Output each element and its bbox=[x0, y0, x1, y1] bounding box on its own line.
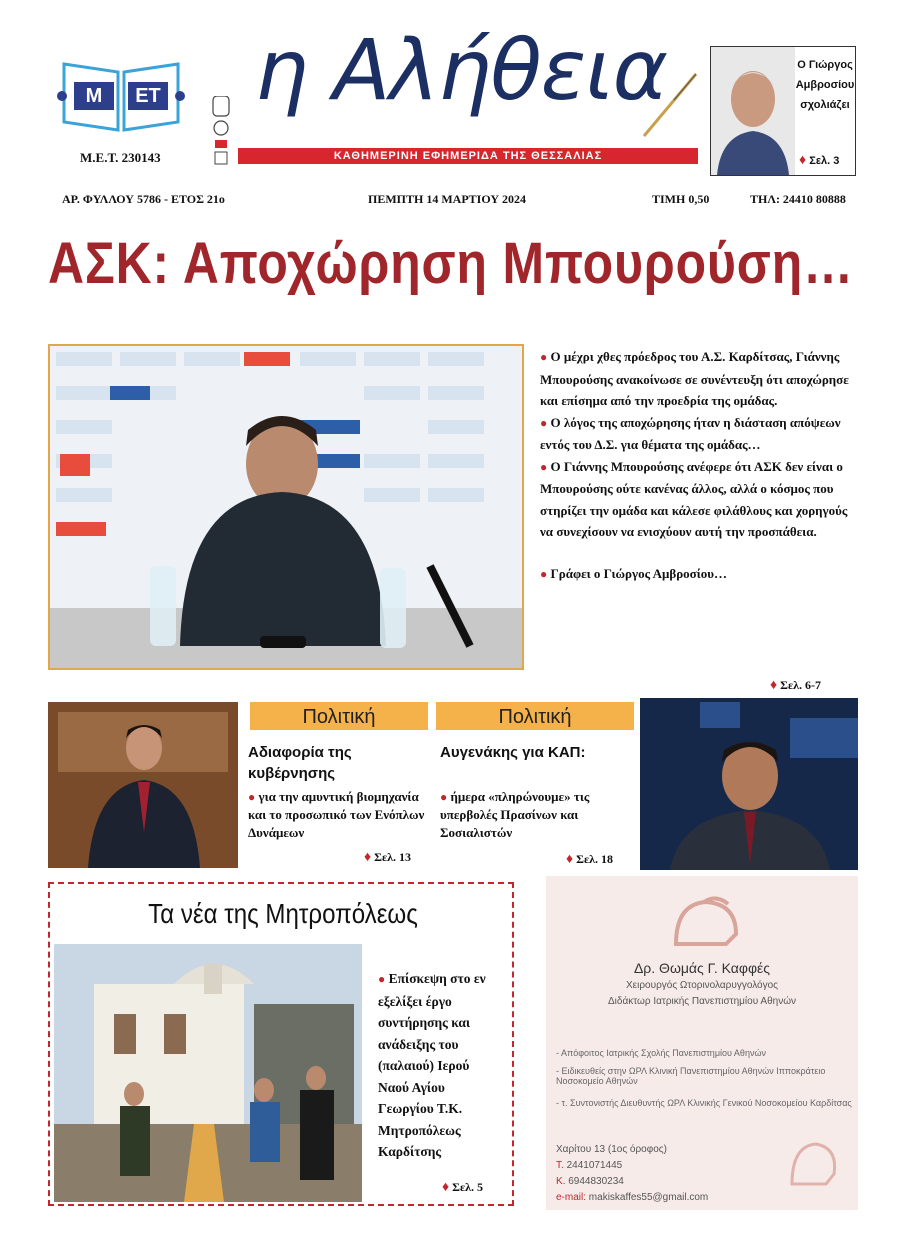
politics-page-ref-2[interactable] bbox=[566, 852, 613, 868]
bullet-icon: ● bbox=[540, 459, 548, 474]
story-bullet bbox=[540, 563, 852, 586]
met-logo-right: ET bbox=[135, 85, 161, 107]
politics-tab-1[interactable]: Πολιτική bbox=[250, 702, 428, 730]
bullet-icon: ● bbox=[248, 790, 256, 804]
ad-mobile bbox=[556, 1176, 624, 1187]
main-story-photo bbox=[48, 344, 524, 670]
metropolis-page-ref[interactable] bbox=[442, 1180, 483, 1196]
ad-specialty: Χειρουργός Ωτορινολαρυγγολόγος bbox=[626, 980, 778, 991]
diamond-icon: ♦ bbox=[442, 1180, 450, 1195]
columnist-box[interactable] bbox=[710, 46, 856, 176]
metropolis-title[interactable]: Τα νέα της Μητροπόλεως bbox=[148, 898, 418, 929]
issue-price: ΤΙΜΗ 0,50 bbox=[652, 192, 710, 206]
story-bullet-text: Ο μέχρι χθες πρόεδρος του Α.Σ. Καρδίτσας, Γιάννης Μπουρούσης ανακοίνωσε σε συνέντευξη ότι αποχώρησε και επίσημα από την προεδρία της ομάδας. bbox=[540, 349, 849, 408]
politics-page-ref-1[interactable] bbox=[364, 850, 411, 866]
main-story-page-ref[interactable] bbox=[770, 678, 821, 694]
bullet-icon: ● bbox=[540, 566, 548, 581]
newspaper-title: η Αλήθεια bbox=[255, 21, 667, 119]
met-logo-left: M bbox=[85, 85, 103, 107]
story-bullet bbox=[540, 456, 852, 543]
columnist-line: σχολιάζει bbox=[800, 99, 850, 111]
ad-tel-value: 2441071445 bbox=[566, 1160, 623, 1171]
issue-date: ΠΕΜΠΤΗ 14 ΜΑΡΤΙΟΥ 2024 bbox=[368, 192, 527, 206]
story-bullet bbox=[540, 412, 852, 456]
bullet-icon: ● bbox=[440, 790, 448, 804]
columnist-line: Ο Γιώργος bbox=[797, 59, 853, 71]
issue-number: ΑΡ. ΦΥΛΛΟΥ 5786 - ΕΤΟΣ 21ο bbox=[62, 192, 225, 206]
metropolis-text-body: Επίσκεψη στο εν εξελίξει έργο συντήρησης και ανάδειξης του (παλαιού) Ιερού Ναού Αγίου Γεωργίου Τ.Κ. Μητροπόλεως Καρδίτσης bbox=[378, 971, 486, 1159]
ad-tel-label: Τ. bbox=[556, 1160, 564, 1171]
story-bullet-text: Ο λόγος της αποχώρησης ήταν η διάσταση απόψεων εντός του Δ.Σ. για θέματα της ομάδας… bbox=[540, 414, 841, 452]
politics-title-1[interactable]: Αδιαφορία της κυβέρνησης bbox=[248, 744, 352, 782]
ad-tel bbox=[556, 1160, 622, 1171]
ad-email-value: makiskaffes55@gmail.com bbox=[588, 1192, 709, 1203]
doctor-advertisement[interactable] bbox=[546, 876, 858, 1210]
politician-photo-left bbox=[48, 702, 238, 868]
ad-credential: - Ειδικευθείς στην ΩΡΛ Κλινική Πανεπιστημίου Αθηνών Ιπποκράτειο Νοσοκομείο Αθηνών bbox=[556, 1066, 826, 1086]
recycle-badge bbox=[212, 96, 230, 166]
ad-doctor-name: Δρ. Θωμάς Γ. Καφφές bbox=[633, 960, 771, 976]
bullet-icon: ● bbox=[540, 415, 548, 430]
politics-text-2 bbox=[440, 788, 626, 842]
ad-degree: Διδάκτωρ Ιατρικής Πανεπιστημίου Αθηνών bbox=[607, 996, 797, 1007]
met-code: Μ.Ε.Τ. 230143 bbox=[80, 150, 161, 165]
columnist-page: Σελ. 3 bbox=[809, 155, 840, 167]
diamond-icon: ♦ bbox=[364, 850, 372, 865]
story-bullet-text: Ο Γιάννης Μπουρούσης ανέφερε ότι ΑΣΚ δεν είναι ο Μπουρούσης ούτε κανένας άλλος, αλλά ο κόσμος που στηρίζει την ομάδα και κάλεσε φιλάθλους και χορηγούς να συνεχίσουν να ενισχύουν αυτή την προσπάθεια. bbox=[540, 458, 848, 539]
columnist-page-ref bbox=[799, 151, 839, 167]
met-logo bbox=[56, 58, 186, 136]
bullet-icon: ● bbox=[540, 350, 548, 364]
diamond-icon: ♦ bbox=[799, 151, 807, 167]
bullet-icon: ● bbox=[378, 972, 386, 986]
politics-page-1: Σελ. 13 bbox=[374, 850, 412, 864]
politics-title-2[interactable]: Αυγενάκης για ΚΑΠ: bbox=[440, 744, 586, 761]
diamond-icon: ♦ bbox=[770, 678, 778, 693]
helmet-logo-icon bbox=[646, 894, 756, 959]
politics-text-2-body: ήμερα «πληρώνουμε» τις υπερβολές Πρασίνων και Σοσιαλιστών bbox=[440, 789, 590, 840]
diamond-icon: ♦ bbox=[566, 852, 574, 867]
ad-mob-label: Κ. bbox=[556, 1176, 566, 1187]
ad-email[interactable] bbox=[556, 1192, 708, 1203]
ad-credential: - τ. Συντονιστής Διευθυντής ΩΡΛ Κλινικής Γενικού Νοσοκομείου Καρδίτσας bbox=[556, 1098, 852, 1108]
ad-email-label: e-mail: bbox=[556, 1192, 587, 1203]
ad-address: Χαρίτου 13 (1ος όροφος) bbox=[556, 1144, 667, 1155]
newspaper-subtitle: ΚΑΘΗΜΕΡΙΝΗ ΕΦΗΜΕΡΙΔΑ ΤΗΣ ΘΕΣΣΑΛΙΑΣ bbox=[238, 148, 698, 164]
ad-credential: - Απόφοιτος Ιατρικής Σχολής Πανεπιστημίου Αθηνών bbox=[556, 1048, 766, 1058]
metropolis-page: Σελ. 5 bbox=[452, 1180, 484, 1194]
main-story-bullets bbox=[540, 346, 852, 585]
columnist-line: Αμβροσίου bbox=[795, 79, 855, 91]
politics-tab-2[interactable]: Πολιτική bbox=[436, 702, 634, 730]
politician-photo-right bbox=[640, 698, 858, 870]
columnist-label bbox=[795, 55, 855, 115]
story-byline: Γράφει ο Γιώργος Αμβροσίου… bbox=[550, 565, 728, 581]
metropolis-text bbox=[378, 968, 502, 1163]
politics-text-1 bbox=[248, 788, 428, 842]
quill-icon bbox=[640, 70, 700, 145]
issue-phone: ΤΗΛ: 24410 80888 bbox=[750, 192, 846, 206]
helmet-watermark-icon bbox=[782, 1134, 842, 1199]
story-bullet bbox=[540, 346, 852, 412]
ad-mob-value: 6944830234 bbox=[568, 1176, 624, 1187]
main-headline[interactable]: ΑΣΚ: Αποχώρηση Μπουρούση… bbox=[48, 231, 854, 296]
church-photo bbox=[54, 944, 362, 1202]
main-story-page: Σελ. 6-7 bbox=[780, 678, 822, 692]
politics-page-2: Σελ. 18 bbox=[576, 852, 614, 866]
columnist-photo bbox=[711, 47, 795, 175]
metropolis-section bbox=[48, 882, 514, 1206]
politics-text-1-body: για την αμυντική βιομηχανία και το προσωπικό των Ενόπλων Δυνάμεων bbox=[248, 789, 425, 840]
